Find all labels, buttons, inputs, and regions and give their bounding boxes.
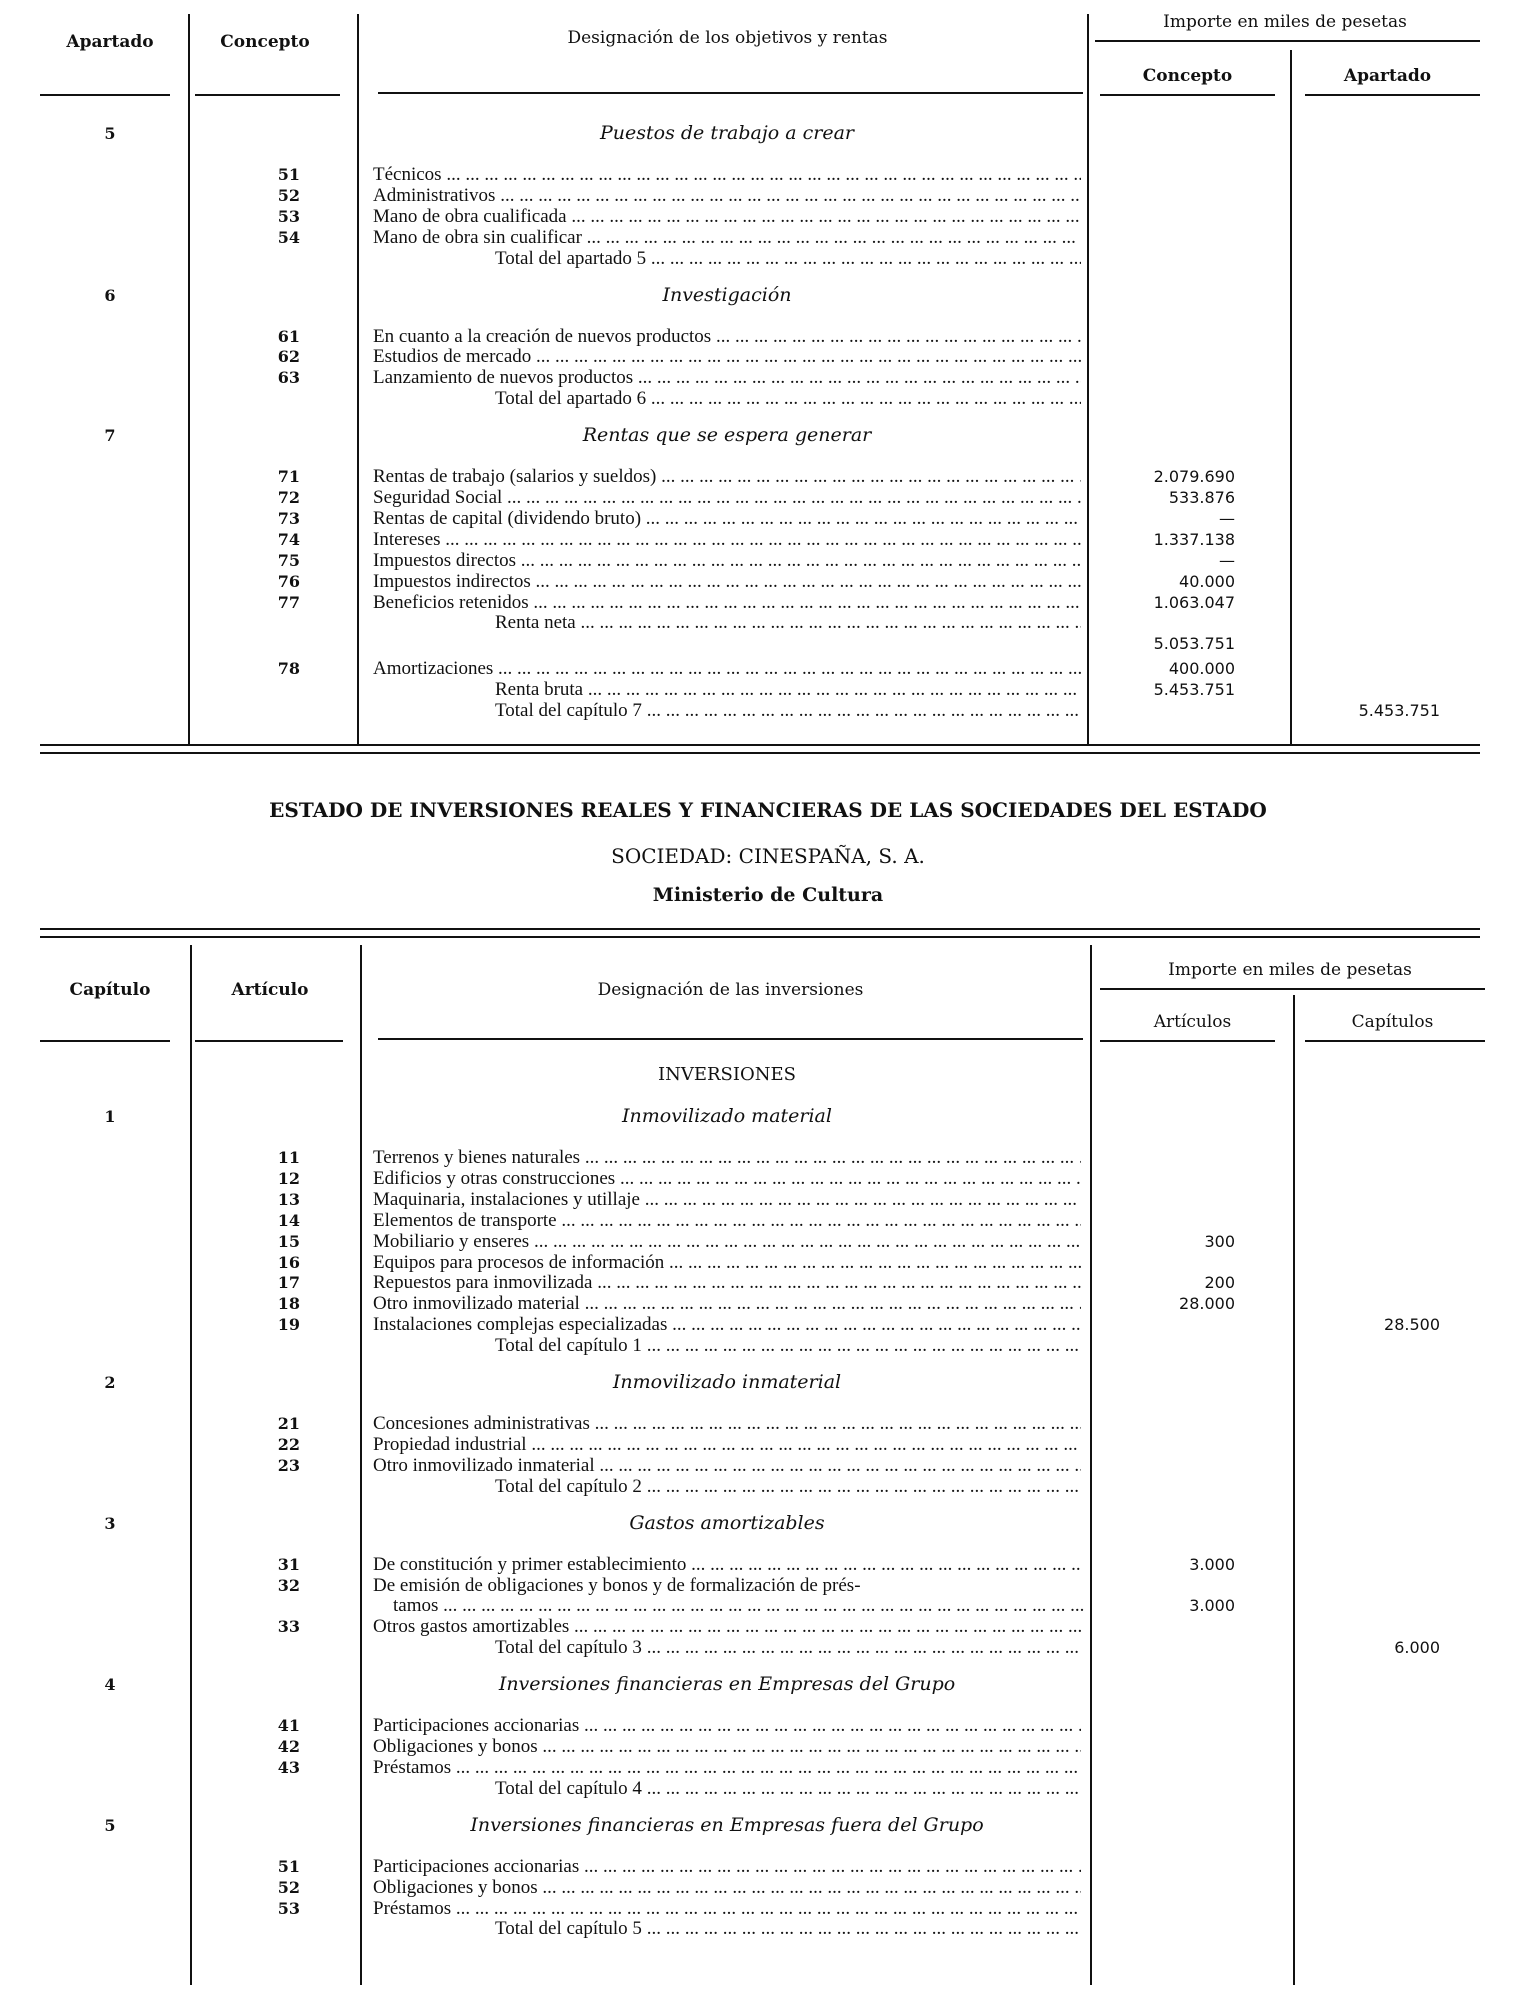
- table-row: [0, 206, 1536, 227]
- row-code: 51: [277, 165, 300, 184]
- rule: [1305, 94, 1480, 96]
- section-title: Inmovilizado material: [622, 1105, 832, 1127]
- row-description: Otro inmovilizado material ... .: [373, 1293, 1081, 1314]
- row-description: Edificios y otras construcciones ... .: [373, 1168, 1081, 1189]
- table-row: [0, 592, 1536, 613]
- row-amount: 1.063.047: [1153, 592, 1235, 612]
- inversiones-heading: INVERSIONES: [658, 1064, 796, 1085]
- total-row: [0, 1335, 1536, 1356]
- section-number: 5: [104, 1815, 116, 1835]
- total-row: [0, 679, 1536, 700]
- header-articulo: Artículo: [231, 980, 309, 1000]
- row-code: 52: [277, 1877, 300, 1897]
- row-description: Elementos de transporte ... .: [373, 1210, 1081, 1231]
- row-amount: 3.000: [1189, 1554, 1235, 1574]
- section-title: Inversiones financieras en Empresas fuera del Grupo: [470, 1813, 984, 1836]
- row-description: Total del capítulo 4 ... .: [495, 1778, 1081, 1799]
- rule: [378, 1038, 1083, 1040]
- row-amount: 533.876: [1168, 488, 1235, 507]
- table-row: [0, 1575, 1536, 1596]
- row-amount: —: [1219, 550, 1235, 570]
- table-row: [0, 1314, 1536, 1335]
- row-code: 72: [277, 488, 300, 507]
- table-row: [0, 1168, 1536, 1189]
- row-code: 61: [277, 326, 300, 346]
- table-row: [0, 367, 1536, 388]
- section-number: 2: [104, 1373, 116, 1392]
- row-code: 42: [277, 1737, 300, 1756]
- table-row: [0, 550, 1536, 571]
- row-description: Equipos para procesos de información ... .: [373, 1252, 1081, 1273]
- row-description: Total del capítulo 2 ... .: [495, 1476, 1081, 1497]
- row-description: Impuestos indirectos ... .: [373, 571, 1081, 592]
- table-row: [0, 633, 1536, 654]
- row-description: Técnicos ... .: [373, 164, 1081, 185]
- table-row: [0, 1455, 1536, 1476]
- table-row: [0, 508, 1536, 529]
- row-description: Total del capítulo 7 ... .: [495, 700, 1081, 721]
- table-row: [0, 1616, 1536, 1637]
- row-code: 21: [277, 1414, 300, 1433]
- row-description: Préstamos ... .: [373, 1757, 1081, 1778]
- section-number: 1: [104, 1107, 116, 1126]
- row-description: Rentas de capital (dividendo bruto) ... .: [373, 508, 1081, 529]
- header-capitulo: Capítulo: [69, 980, 151, 1000]
- row-description: Beneficios retenidos ... .: [373, 592, 1081, 613]
- row-code: 33: [277, 1617, 300, 1637]
- rule: [40, 744, 1480, 746]
- table-row: [0, 326, 1536, 347]
- header-col-articulos: Artículos: [1153, 1012, 1232, 1032]
- table-row: [0, 1877, 1536, 1898]
- row-description: Lanzamiento de nuevos productos ... .: [373, 367, 1081, 388]
- row-description: Participaciones accionarias ... .: [373, 1715, 1081, 1736]
- rule: [1100, 1040, 1275, 1042]
- row-code: 73: [277, 508, 300, 528]
- row-description: Total del apartado 6 ... .: [495, 388, 1081, 409]
- row-description: Maquinaria, instalaciones y utillaje ... .: [373, 1189, 1081, 1210]
- row-code: 23: [277, 1455, 300, 1475]
- section-title: Rentas que se espera generar: [582, 424, 872, 447]
- row-description: Estudios de mercado ... .: [373, 346, 1081, 367]
- table-row: [0, 1293, 1536, 1314]
- row-amount: 300: [1204, 1231, 1235, 1251]
- row-code: 32: [277, 1575, 300, 1595]
- rule: [1305, 1040, 1485, 1042]
- row-description: Otro inmovilizado inmaterial ... .: [373, 1455, 1081, 1476]
- row-description: Otros gastos amortizables ... .: [373, 1616, 1081, 1637]
- row-amount: 5.453.751: [1153, 680, 1235, 700]
- table-row: [0, 487, 1536, 508]
- table-row: [0, 529, 1536, 550]
- row-description: Repuestos para inmovilizada ... .: [373, 1272, 1081, 1293]
- row-code: 52: [277, 185, 300, 205]
- section-number: 3: [104, 1513, 116, 1533]
- row-description: Renta neta ... .: [495, 612, 1081, 633]
- header-col-concepto: Concepto: [1142, 66, 1233, 86]
- row-description: Renta bruta ... .: [495, 679, 1081, 700]
- row-code: 16: [277, 1252, 300, 1272]
- row-code: 74: [277, 529, 300, 549]
- total-row: [0, 388, 1536, 409]
- row-amount: 400.000: [1168, 659, 1235, 679]
- row-code: 11: [277, 1148, 300, 1167]
- row-total-amount: 28.500: [1384, 1315, 1440, 1335]
- table-row: [0, 1272, 1536, 1293]
- row-code: 19: [277, 1315, 300, 1335]
- row-code: 62: [277, 347, 300, 367]
- row-description: Concesiones administrativas ... .: [373, 1413, 1081, 1434]
- row-code: 51: [277, 1856, 300, 1876]
- row-description: Impuestos directos ... .: [373, 550, 1081, 571]
- table-row: [0, 571, 1536, 592]
- row-code: 76: [277, 571, 300, 591]
- table-row: [0, 227, 1536, 248]
- header-designacion-inversiones: Designación de las inversiones: [597, 980, 864, 1000]
- row-total-amount: 5.453.751: [1358, 701, 1440, 720]
- table-row: [0, 1252, 1536, 1273]
- rule: [1100, 94, 1275, 96]
- header-importe-2: Importe en miles de pesetas: [1168, 960, 1412, 980]
- sociedad-line: SOCIEDAD: CINESPAÑA, S. A.: [611, 844, 925, 868]
- row-description: Terrenos y bienes naturales ... .: [373, 1147, 1081, 1168]
- row-description: Total del capítulo 1 ... .: [495, 1335, 1081, 1356]
- row-description: Instalaciones complejas especializadas ... .: [373, 1314, 1081, 1335]
- row-description: Obligaciones y bonos ... .: [373, 1736, 1081, 1757]
- row-description: Total del apartado 5 ... .: [495, 248, 1081, 269]
- table-row: [0, 1856, 1536, 1877]
- row-code: 41: [277, 1716, 300, 1736]
- row-description: Total del capítulo 3 ... .: [495, 1637, 1081, 1658]
- table-row: [0, 346, 1536, 367]
- row-code: 53: [277, 1898, 300, 1918]
- rule: [40, 1040, 170, 1042]
- total-row: [0, 1778, 1536, 1799]
- ministerio-line: Ministerio de Cultura: [652, 884, 884, 906]
- total-row: [0, 612, 1536, 633]
- row-description: De constitución y primer establecimiento ... .: [373, 1554, 1081, 1575]
- row-description: Intereses ... .: [373, 529, 1081, 550]
- total-row: [0, 1637, 1536, 1658]
- row-amount: 5.053.751: [1153, 634, 1235, 654]
- section-title: Puestos de trabajo a crear: [600, 122, 854, 144]
- table-row: [0, 658, 1536, 679]
- row-description: De emisión de obligaciones y bonos y de formalización de prés-: [373, 1574, 861, 1596]
- table-row: [0, 1898, 1536, 1919]
- table-row: [0, 1736, 1536, 1757]
- rule: [40, 94, 170, 96]
- table-row: [0, 1189, 1536, 1210]
- table-row: [0, 1757, 1536, 1778]
- table-row: [0, 1413, 1536, 1434]
- row-description: Obligaciones y bonos ... .: [373, 1877, 1081, 1898]
- section-title: Inmovilizado inmaterial: [612, 1371, 842, 1393]
- table-row: [0, 185, 1536, 206]
- header-col-apartado: Apartado: [1343, 66, 1432, 86]
- table-row: [0, 1715, 1536, 1736]
- row-description: En cuanto a la creación de nuevos productos ... .: [373, 326, 1081, 347]
- row-description: Mobiliario y enseres ... .: [373, 1231, 1081, 1252]
- row-code: 13: [277, 1189, 300, 1209]
- table-row: [0, 466, 1536, 487]
- table-row: [0, 1210, 1536, 1231]
- rule: [378, 92, 1083, 94]
- section-title: Investigación: [662, 283, 792, 306]
- row-code: 71: [277, 467, 300, 487]
- row-amount: 200: [1204, 1273, 1235, 1293]
- rule: [1100, 988, 1485, 990]
- row-amount: 28.000: [1179, 1294, 1235, 1314]
- table-row: [0, 1595, 1536, 1616]
- document-title: ESTADO DE INVERSIONES REALES Y FINANCIERAS DE LAS SOCIEDADES DEL ESTADO: [269, 798, 1267, 822]
- total-row: [0, 1918, 1536, 1939]
- row-description: Administrativos ... .: [373, 185, 1081, 206]
- row-code: 53: [277, 206, 300, 226]
- rule: [40, 928, 1480, 930]
- row-code: 54: [277, 227, 300, 247]
- table-row: [0, 1231, 1536, 1252]
- header-designacion: Designación de los objetivos y rentas: [567, 28, 888, 48]
- row-code: 43: [277, 1757, 300, 1777]
- row-code: 12: [277, 1168, 300, 1188]
- row-description: Préstamos ... .: [373, 1898, 1081, 1919]
- row-code: 15: [277, 1231, 300, 1251]
- row-description: Seguridad Social ... .: [373, 487, 1081, 508]
- row-code: 77: [277, 592, 300, 612]
- row-description: Propiedad industrial ... .: [373, 1434, 1081, 1455]
- section-number: 4: [104, 1675, 116, 1695]
- section-title: Inversiones financieras en Empresas del Grupo: [498, 1673, 956, 1696]
- row-description: Mano de obra sin cualificar ... .: [373, 227, 1081, 248]
- row-code: 17: [277, 1273, 300, 1293]
- table-row: [0, 1434, 1536, 1455]
- header-col-capitulos: Capítulos: [1351, 1012, 1434, 1032]
- row-amount: —: [1219, 508, 1235, 528]
- total-row: [0, 248, 1536, 269]
- row-code: 31: [277, 1554, 300, 1574]
- table-row: [0, 1554, 1536, 1575]
- row-code: 78: [277, 659, 300, 679]
- row-amount: 3.000: [1189, 1596, 1235, 1616]
- rule: [40, 752, 1480, 754]
- row-amount: 2.079.690: [1153, 467, 1235, 487]
- row-code: 18: [277, 1294, 300, 1314]
- total-row: [0, 1476, 1536, 1497]
- rule: [1095, 40, 1480, 42]
- row-amount: 1.337.138: [1153, 529, 1235, 549]
- row-code: 22: [277, 1434, 300, 1454]
- row-description: Amortizaciones ... .: [373, 658, 1081, 679]
- total-row: [0, 700, 1536, 721]
- section-number: 6: [104, 285, 116, 305]
- row-code: 75: [277, 550, 300, 570]
- table-row: [0, 1147, 1536, 1168]
- header-apartado: Apartado: [66, 32, 154, 52]
- row-description: tamos ... .: [393, 1595, 1101, 1616]
- section-number: 5: [104, 124, 116, 143]
- rule: [195, 94, 340, 96]
- table-row: [0, 164, 1536, 185]
- row-total-amount: 6.000: [1394, 1638, 1440, 1658]
- header-importe: Importe en miles de pesetas: [1163, 12, 1407, 32]
- header-concepto: Concepto: [220, 32, 310, 52]
- row-description: Mano de obra cualificada ... .: [373, 206, 1081, 227]
- rule: [195, 1040, 343, 1042]
- row-description: Total del capítulo 5 ... .: [495, 1918, 1081, 1939]
- row-code: 14: [277, 1210, 300, 1230]
- row-amount: 40.000: [1179, 571, 1235, 591]
- section-title: Gastos amortizables: [629, 1511, 825, 1534]
- rule: [40, 936, 1480, 938]
- row-description: Participaciones accionarias ... .: [373, 1856, 1081, 1877]
- row-description: Rentas de trabajo (salarios y sueldos) ... .: [373, 466, 1081, 487]
- section-number: 7: [104, 426, 116, 446]
- row-code: 63: [277, 368, 300, 388]
